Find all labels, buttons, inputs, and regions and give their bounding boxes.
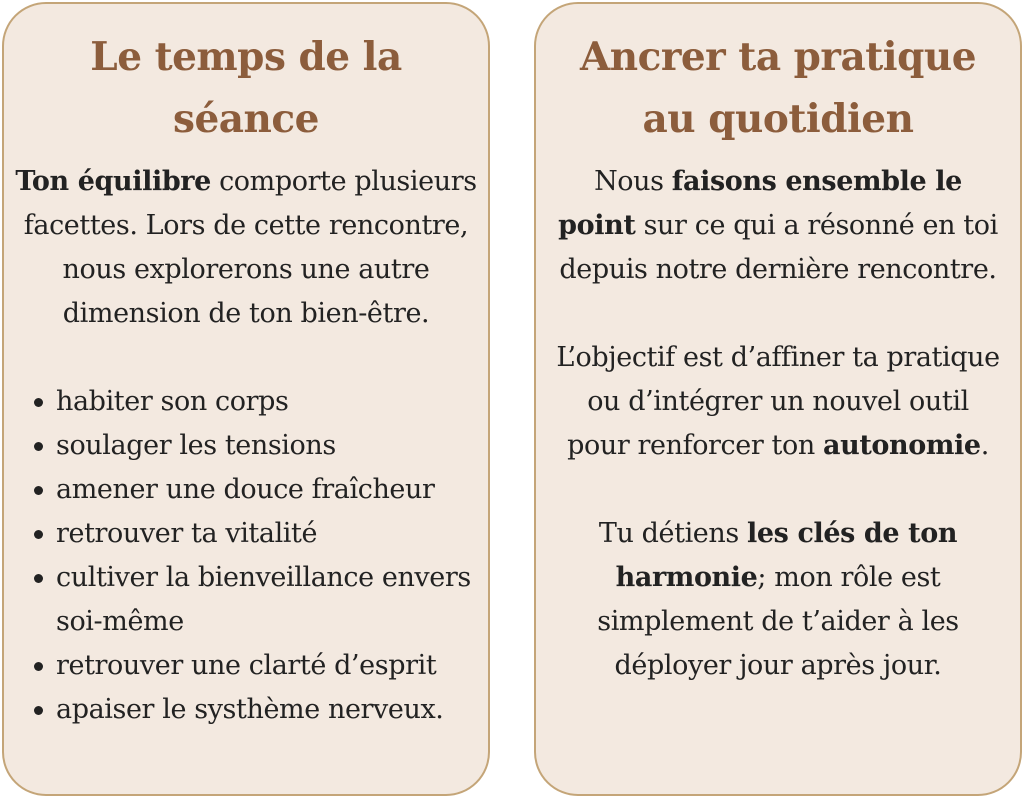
list-item-label: habiter son corps — [56, 386, 289, 417]
list-item-label: amener une douce fraîcheur — [56, 474, 435, 505]
right-p3-start: Tu détiens — [598, 518, 748, 549]
right-p1-start: Nous — [594, 166, 672, 197]
list-item-label: retrouver ta vitalité — [56, 518, 318, 549]
right-p3-end: ; mon rôle est simplement de t’aider à les déployer jour après jour. — [597, 562, 959, 681]
list-item-label: soulager les tensions — [56, 430, 336, 461]
bullet-dot-icon — [34, 530, 43, 539]
bullet-dot-icon — [34, 574, 43, 583]
left-title-line1: Le temps de la — [90, 34, 402, 80]
right-p3-bold: les clés de ton harmonie — [615, 518, 958, 593]
list-item-label: apaiser le systhème nerveux. — [56, 694, 444, 725]
right-card — [534, 2, 1022, 796]
list-item — [32, 556, 488, 644]
left-bullet-list — [4, 380, 488, 732]
left-card — [2, 2, 490, 796]
right-p2-bold: autonomie — [823, 430, 981, 461]
right-card-title — [536, 26, 1020, 150]
list-item-label: retrouver une clarté d’esprit — [56, 650, 437, 681]
left-intro-rest: comporte plusieurs facettes. Lors de cette rencontre, nous explorerons une autre dimension de ton bien-être. — [23, 166, 477, 329]
left-intro-bold: Ton équilibre — [15, 166, 211, 197]
right-p1-bold: faisons ensemble le point — [558, 166, 962, 241]
list-item — [32, 468, 488, 512]
list-item — [32, 688, 488, 732]
left-intro-text — [4, 160, 488, 336]
left-title-line2: séance — [173, 96, 319, 142]
right-p2-end: . — [980, 430, 989, 461]
list-item — [32, 424, 488, 468]
list-item-label: cultiver la bienveillance envers soi-même — [56, 562, 471, 637]
bullet-dot-icon — [34, 706, 43, 715]
right-paragraph-3 — [536, 512, 1020, 688]
left-card-title — [4, 26, 488, 150]
right-title-line2: au quotidien — [642, 96, 914, 142]
bullet-dot-icon — [34, 662, 43, 671]
right-p1-end: sur ce qui a résonné en toi depuis notre dernière rencontre. — [559, 210, 998, 285]
right-paragraph-1 — [536, 160, 1020, 292]
bullet-dot-icon — [34, 486, 43, 495]
list-item — [32, 380, 488, 424]
right-title-line1: Ancrer ta pratique — [579, 34, 977, 80]
list-item — [32, 644, 488, 688]
right-p2-start: L’objectif est d’affiner ta pratique ou d’intégrer un nouvel outil pour renforcer ton — [556, 342, 1000, 461]
bullet-dot-icon — [34, 442, 43, 451]
bullet-dot-icon — [34, 398, 43, 407]
right-paragraph-2 — [536, 336, 1020, 468]
list-item — [32, 512, 488, 556]
